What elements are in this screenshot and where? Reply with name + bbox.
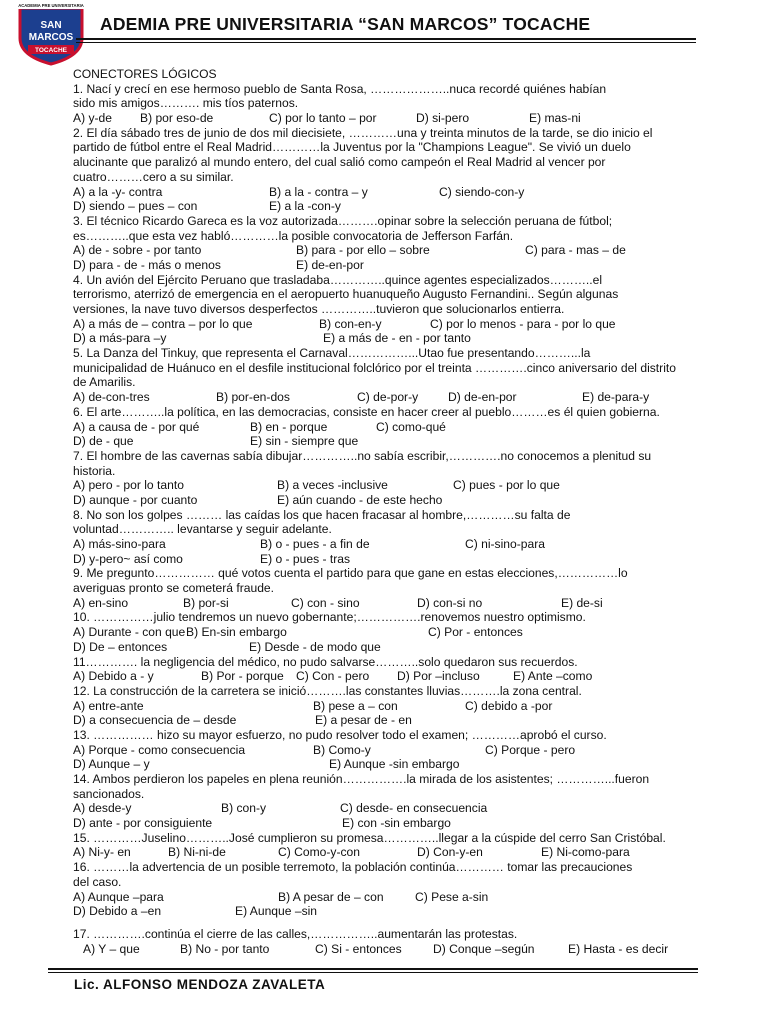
- answer-option[interactable]: B) A pesar de – con: [278, 889, 384, 904]
- question-15: [73, 831, 733, 860]
- logo-banner: TOCACHE: [34, 47, 68, 54]
- section-title: CONECTORES LÓGICOS: [73, 67, 217, 81]
- question-text-line: 9. Me pregunto…………… qué votos cuenta el partido para que gane en estas elecciones,……………lo: [73, 566, 628, 581]
- answer-option[interactable]: B) o - pues - a fin de: [260, 537, 370, 551]
- answer-option[interactable]: B) por-en-dos: [216, 390, 290, 405]
- options-row: [73, 317, 733, 332]
- question-text-line: 7. El hombre de las cavernas sabía dibujar…………..no sabía escribir,………….no conocemos a plenitud su: [73, 448, 652, 463]
- answer-option[interactable]: C) para - mas – de: [525, 243, 626, 258]
- answer-option[interactable]: B) con-en-y: [319, 316, 382, 331]
- answer-option[interactable]: A) Durante - con que: [73, 625, 186, 640]
- answer-option[interactable]: D) de - que: [73, 434, 134, 449]
- question-12: [73, 684, 733, 728]
- question-text-line: 6. El arte………..la política, en las democracias, consiste en hacer creer al pueblo………es él quien gobierna.: [73, 404, 660, 419]
- options-row: [73, 942, 733, 957]
- answer-option[interactable]: C) ni-sino-para: [465, 537, 545, 551]
- answer-option[interactable]: B) a veces -inclusive: [277, 478, 388, 493]
- answer-option[interactable]: C) con - sino: [291, 595, 360, 610]
- answer-option[interactable]: D) aunque - por cuanto: [73, 492, 198, 507]
- options-row: [73, 640, 733, 655]
- answer-option[interactable]: E) aún cuando - de este hecho: [277, 492, 443, 507]
- question-text-line: cuatro………cero a su similar.: [73, 169, 234, 184]
- answer-option[interactable]: B) Por - porque: [201, 669, 284, 684]
- question-list: [73, 82, 733, 957]
- question-7: [73, 449, 733, 508]
- options-row: [73, 199, 733, 214]
- question-3: [73, 214, 733, 273]
- answer-option[interactable]: B) para - por ello – sobre: [296, 243, 430, 258]
- answer-option[interactable]: E) Hasta - es decir: [568, 941, 669, 956]
- question-14: [73, 772, 733, 831]
- answer-option[interactable]: B) por eso-de: [140, 111, 214, 126]
- options-row: [73, 699, 733, 714]
- question-text-line: 13. …………… hizo su mayor esfuerzo, no pudo resolver todo el examen; …………aprobó el curso.: [73, 727, 607, 742]
- question-text-line: 16. ………la advertencia de un posible terremoto, la población continúa………… tomar las precauciones: [73, 860, 633, 875]
- question-9: [73, 566, 733, 610]
- question-text-line: 15. …………Juselino………..José cumplieron su promesa…………..llegar a la cúspide del cerro San Cristóbal.: [73, 830, 666, 845]
- options-row: [73, 390, 733, 405]
- answer-option[interactable]: E) mas-ni: [529, 111, 581, 126]
- answer-option[interactable]: E) de-en-por: [296, 257, 364, 272]
- answer-option[interactable]: D) Con-y-en: [417, 845, 483, 860]
- question-text-line: 5. La Danza del Tinkuy, que representa el Carnaval……………...Utao fue presentando………...la: [73, 346, 591, 361]
- answer-option[interactable]: B) En-sin embargo: [186, 625, 287, 640]
- answer-option[interactable]: E) Aunque -sin embargo: [329, 757, 460, 772]
- logo-line2: MARCOS: [28, 32, 74, 43]
- answer-option[interactable]: A) entre-ante: [73, 698, 144, 713]
- question-text-line: 4. Un avión del Ejército Peruano que trasladaba…………..quince agentes especializados………..el: [73, 272, 603, 287]
- answer-option[interactable]: C) Si - entonces: [315, 941, 402, 956]
- question-2: [73, 126, 733, 214]
- options-row: [73, 185, 733, 200]
- answer-option[interactable]: D) Debido a –en: [73, 904, 162, 919]
- question-text-line: 3. El técnico Ricardo Gareca es la voz autorizada……….opinar sobre la selección peruana de fútbol;: [73, 213, 613, 228]
- question-text-line: municipalidad de Huánuco en el desfile institucional folclórico por el treinta ………….cinco aniversario del distrito: [73, 360, 676, 375]
- answer-option[interactable]: A) Porque - como consecuencia: [73, 742, 246, 757]
- question-text-line: 2. El día sábado tres de junio de dos mil diecisiete, …………una y treinta minutos de la tarde, se dio inicio el: [73, 125, 653, 140]
- question-text-line: versiones, la nave tuvo diversos desperfectos …………..tuvieron que solucionarlos entierra.: [73, 302, 565, 316]
- answer-option[interactable]: D) con-si no: [417, 595, 483, 610]
- answer-option[interactable]: D) Por –incluso: [397, 669, 480, 684]
- question-text-line: terrorismo, aterrizó de emergencia en el aeropuerto huanuqueño Augusto Fernandini.. Según algunas: [73, 287, 619, 302]
- answer-option[interactable]: C) como-qué: [376, 419, 446, 434]
- academy-logo: [14, 0, 88, 66]
- answer-option[interactable]: A) desde-y: [73, 801, 132, 816]
- answer-option[interactable]: A) Ni-y- en: [73, 845, 131, 860]
- question-text-line: historia.: [73, 463, 116, 478]
- answer-option[interactable]: A) y-de: [73, 111, 112, 126]
- question-text-line: es………..que esta vez habló…………la posible convocatoria de Jefferson Farfán.: [73, 228, 514, 243]
- answer-option[interactable]: D) siendo – pues – con: [73, 199, 198, 214]
- answer-option[interactable]: A) en-sino: [73, 595, 129, 610]
- footer-author: Lic. ALFONSO MENDOZA ZAVALETA: [74, 977, 326, 992]
- header-rule-thin: [76, 42, 696, 43]
- answer-option[interactable]: E) a la -con-y: [269, 199, 341, 214]
- options-row: [73, 243, 733, 258]
- answer-option[interactable]: D) a más-para –y: [73, 331, 167, 346]
- answer-option[interactable]: E) con -sin embargo: [342, 816, 451, 831]
- answer-option[interactable]: C) Como-y-con: [278, 845, 360, 860]
- question-text-line: del caso.: [73, 874, 122, 889]
- answer-option[interactable]: E) Aunque –sin: [235, 904, 318, 919]
- answer-option[interactable]: D) de-en-por: [448, 390, 517, 405]
- options-row: [73, 743, 733, 758]
- answer-option[interactable]: C) por lo menos - para - por lo que: [430, 316, 616, 331]
- answer-option[interactable]: C) siendo-con-y: [439, 184, 525, 199]
- answer-option[interactable]: B) Como-y: [313, 742, 371, 757]
- answer-option[interactable]: E) Ni-como-para: [541, 845, 630, 860]
- answer-option[interactable]: E) Ante –como: [513, 669, 593, 684]
- answer-option[interactable]: A) más-sino-para: [73, 537, 166, 551]
- answer-option[interactable]: A) a más de – contra – por lo que: [73, 316, 253, 331]
- question-text-line: 14. Ambos perdieron los papeles en plena reunión…………….la mirada de los asistentes; …………...fueron: [73, 772, 650, 786]
- answer-option[interactable]: A) Y – que: [83, 941, 140, 956]
- footer-rule: [48, 968, 698, 970]
- answer-option[interactable]: A) pero - por lo tanto: [73, 478, 184, 493]
- answer-option[interactable]: C) Pese a-sin: [415, 889, 489, 904]
- options-row: [73, 493, 733, 508]
- answer-option[interactable]: D) De – entonces: [73, 639, 168, 654]
- question-16: [73, 860, 733, 919]
- answer-option[interactable]: E) sin - siempre que: [250, 434, 359, 449]
- question-text-line: voluntad………….. levantarse y seguir adelante.: [73, 522, 332, 537]
- answer-option[interactable]: B) por-si: [183, 595, 229, 610]
- question-10: [73, 610, 733, 654]
- options-row: [73, 552, 733, 567]
- answer-option[interactable]: B) a la - contra – y: [269, 184, 368, 199]
- question-5: [73, 346, 733, 405]
- question-6: [73, 405, 733, 449]
- question-text-line: 17. ………….continúa el cierre de las calles,……………..aumentarán las protestas.: [73, 926, 518, 941]
- header-rule: [76, 38, 696, 40]
- question-text-line: de Amarilis.: [73, 375, 136, 390]
- answer-option[interactable]: A) Aunque –para: [73, 889, 164, 904]
- question-text-line: sido mis amigos………. mis tíos paternos.: [73, 96, 299, 111]
- question-13: [73, 728, 733, 772]
- options-row: [73, 258, 733, 273]
- answer-option[interactable]: A) a causa de - por qué: [73, 419, 200, 434]
- options-row: [73, 331, 733, 346]
- answer-option[interactable]: C) debido a -por: [465, 698, 553, 713]
- answer-option[interactable]: A) Debido a - y: [73, 669, 154, 684]
- answer-option[interactable]: C) Con - pero: [296, 669, 370, 684]
- answer-option[interactable]: A) a la -y- contra: [73, 184, 163, 199]
- options-row: [73, 816, 733, 831]
- answer-option[interactable]: C) pues - por lo que: [453, 478, 560, 493]
- logo-top-text: ACADEMIA PRE UNIVERSITARIA: [18, 3, 84, 8]
- spacer: [73, 919, 733, 927]
- question-1: [73, 82, 733, 126]
- answer-option[interactable]: E) Desde - de modo que: [249, 639, 381, 654]
- answer-option[interactable]: E) de-para-y: [582, 390, 650, 405]
- question-text-line: 10. ……………julio tendremos un nuevo gobernante;…………….renovemos nuestro optimismo.: [73, 610, 586, 625]
- options-row: [73, 801, 733, 816]
- answer-option[interactable]: D) y-pero~ así como: [73, 551, 183, 566]
- answer-option[interactable]: C) de-por-y: [357, 390, 419, 405]
- options-row: [73, 111, 733, 126]
- question-text-line: 1. Nací y crecí en ese hermoso pueblo de Santa Rosa, ………………..nuca recordé quiénes habían: [73, 81, 607, 96]
- options-row: [73, 904, 733, 919]
- answer-option[interactable]: D) si-pero: [416, 111, 470, 126]
- options-row: [73, 713, 733, 728]
- options-row: [73, 757, 733, 772]
- header-title: ADEMIA PRE UNIVERSITARIA “SAN MARCOS” TOCACHE: [100, 14, 591, 34]
- document-body: [73, 67, 733, 956]
- options-row: [73, 845, 733, 860]
- answer-option[interactable]: B) Ni-ni-de: [168, 845, 226, 860]
- options-row: [73, 596, 733, 611]
- answer-option[interactable]: E) a pesar de - en: [315, 713, 412, 728]
- answer-option[interactable]: A) de-con-tres: [73, 390, 150, 405]
- answer-option[interactable]: D) Aunque – y: [73, 757, 150, 772]
- answer-option[interactable]: C) por lo tanto – por: [269, 111, 377, 126]
- answer-option[interactable]: A) de - sobre - por tanto: [73, 243, 202, 258]
- question-11: [73, 655, 733, 684]
- question-text-line: 11…………. la negligencia del médico, no pudo salvarse………..solo quedaron sus recuerdos.: [73, 654, 578, 669]
- question-text-line: alucinante que paralizó al mundo entero, del cual salió como campeón el Real Madrid al vencer por: [73, 155, 606, 170]
- question-text-line: sancionados.: [73, 786, 145, 801]
- options-row: [73, 890, 733, 905]
- options-row: [73, 420, 733, 435]
- options-row: [73, 625, 733, 640]
- answer-option[interactable]: C) Por - entonces: [428, 625, 523, 640]
- footer-rule-thin: [48, 972, 698, 973]
- answer-option[interactable]: D) Conque –según: [433, 941, 535, 956]
- options-row: [73, 434, 733, 449]
- answer-option[interactable]: C) desde- en consecuencia: [340, 801, 488, 816]
- answer-option[interactable]: B) pese a – con: [313, 698, 398, 713]
- options-row: [73, 669, 733, 684]
- answer-option[interactable]: E) o - pues - tras: [260, 551, 351, 566]
- answer-option[interactable]: B) No - por tanto: [180, 941, 270, 956]
- answer-option[interactable]: E) a más de - en - por tanto: [323, 331, 471, 346]
- question-8: [73, 508, 733, 567]
- answer-option[interactable]: B) con-y: [221, 801, 267, 816]
- answer-option[interactable]: C) Porque - pero: [485, 742, 576, 757]
- question-4: [73, 273, 733, 346]
- answer-option[interactable]: B) en - porque: [250, 419, 328, 434]
- answer-option[interactable]: D) para - de - más o menos: [73, 257, 221, 272]
- options-row: [73, 537, 733, 552]
- question-text-line: averiguas pronto se cometerá fraude.: [73, 581, 275, 596]
- question-text-line: 12. La construcción de la carretera se inició……….las constantes lluvias……….la zona central.: [73, 683, 582, 698]
- question-17: [73, 927, 733, 956]
- answer-option[interactable]: D) ante - por consiguiente: [73, 816, 213, 831]
- question-text-line: 8. No son los golpes ……… las caídas los que hacen fracasar al hombre,…………su falta de: [73, 507, 571, 522]
- answer-option[interactable]: E) de-si: [561, 595, 603, 610]
- question-text-line: partido de fútbol entre el Real Madrid…………la Juventus por la "Champions League". Se vivió un duelo: [73, 140, 631, 155]
- answer-option[interactable]: D) a consecuencia de – desde: [73, 713, 237, 728]
- logo-line1: SAN: [40, 20, 62, 31]
- options-row: [73, 478, 733, 493]
